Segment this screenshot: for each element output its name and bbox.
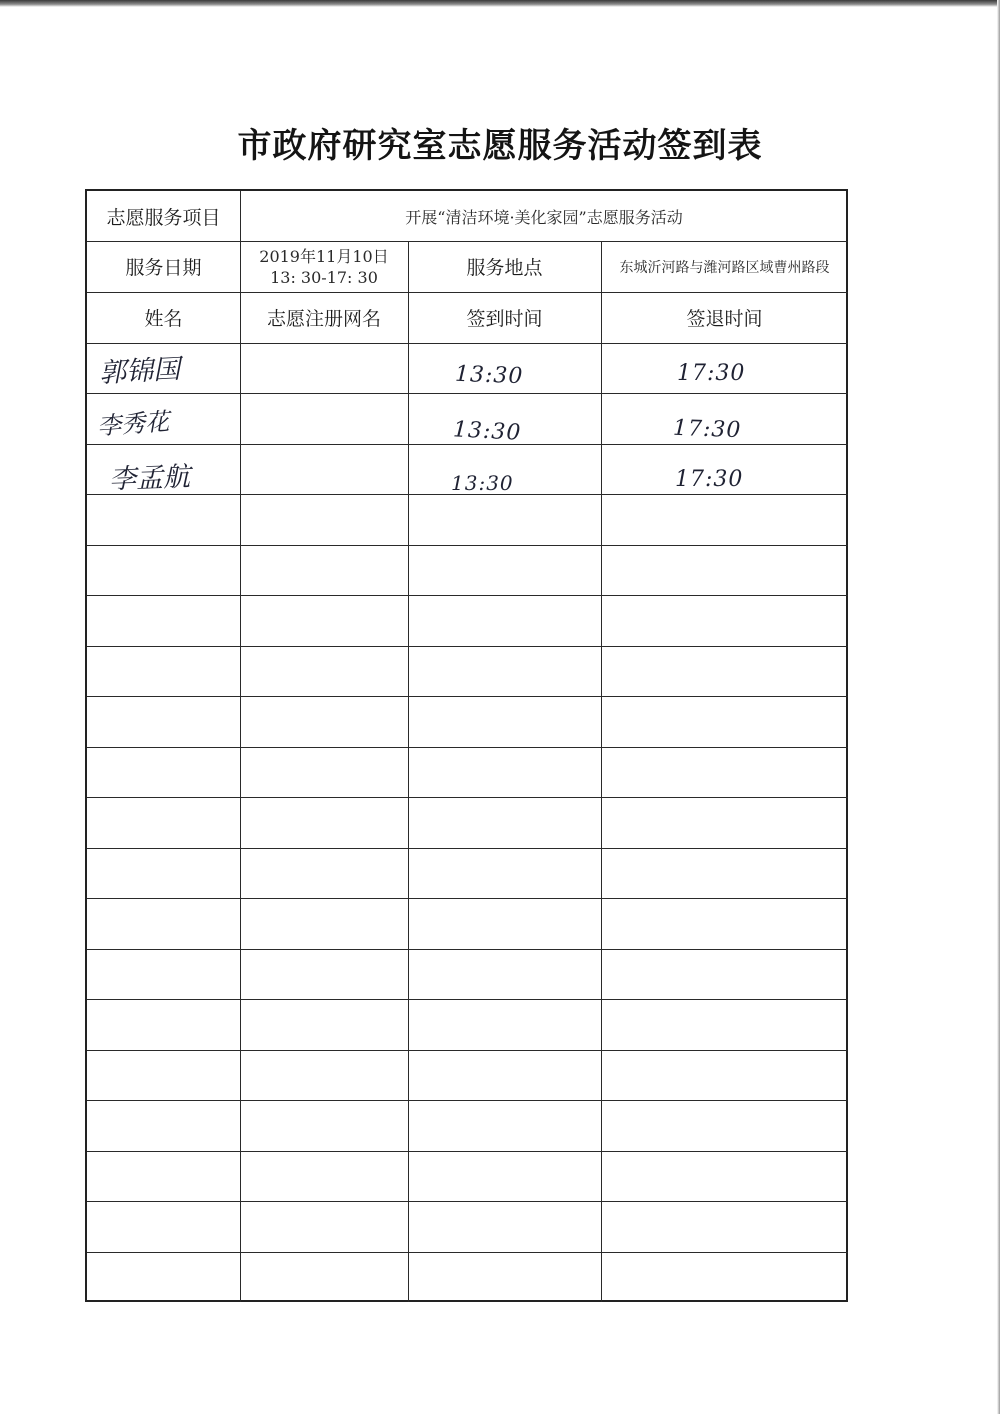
column-header-checkin: 签到时间 bbox=[466, 308, 543, 330]
table-row-divider bbox=[87, 1100, 848, 1101]
column-header-checkout: 签退时间 bbox=[686, 308, 763, 330]
table-row-divider bbox=[87, 1050, 848, 1051]
table-row-divider bbox=[87, 1151, 848, 1152]
table-column-divider bbox=[240, 191, 241, 1302]
sign-in-table bbox=[85, 189, 848, 1302]
table-row-divider bbox=[87, 747, 848, 748]
project-value: 开展“清洁环境·美化家园”志愿服务活动 bbox=[405, 207, 683, 227]
row-1-checkin: 13:30 bbox=[454, 361, 524, 390]
table-row-divider bbox=[87, 343, 848, 344]
table-row-divider bbox=[87, 848, 848, 849]
row-3-checkout: 17:30 bbox=[675, 467, 744, 492]
table-row-divider bbox=[87, 1201, 848, 1202]
table-row-divider bbox=[87, 696, 848, 697]
table-row-divider bbox=[87, 999, 848, 1000]
table-row-divider bbox=[87, 898, 848, 899]
row-2-name: 李秀花 bbox=[96, 407, 171, 441]
table-row-divider bbox=[87, 949, 848, 950]
row-1-name: 郭锦国 bbox=[98, 353, 181, 390]
location-value: 东城沂河路与潍河路区域曹州路段 bbox=[619, 259, 830, 276]
column-header-name: 姓名 bbox=[144, 308, 183, 330]
date-label: 服务日期 bbox=[125, 257, 202, 279]
table-column-divider bbox=[601, 241, 602, 1302]
row-1-checkout: 17:30 bbox=[677, 361, 746, 386]
table-row-divider bbox=[87, 797, 848, 798]
service-date-time: 13: 30-17: 30 bbox=[270, 267, 378, 287]
table-row-divider bbox=[87, 595, 848, 596]
table-row-divider bbox=[87, 545, 848, 546]
table-row-divider bbox=[87, 393, 848, 394]
project-label: 志愿服务项目 bbox=[106, 206, 221, 229]
table-row-divider bbox=[87, 444, 848, 445]
row-2-checkin: 13:30 bbox=[452, 417, 523, 446]
location-label: 服务地点 bbox=[466, 257, 543, 279]
table-row-divider bbox=[87, 1252, 848, 1253]
page-title: 市政府研究室志愿服务活动签到表 bbox=[237, 126, 763, 166]
service-date bbox=[240, 241, 408, 292]
table-column-divider bbox=[408, 241, 409, 1302]
scan-top-edge bbox=[0, 0, 1000, 7]
column-header-alias: 志愿注册网名 bbox=[266, 308, 381, 330]
service-date-day: 2019年11月10日 bbox=[259, 246, 389, 266]
table-row-divider bbox=[87, 646, 848, 647]
row-2-checkout: 17:30 bbox=[672, 415, 742, 444]
row-3-checkin: 13:30 bbox=[451, 471, 514, 495]
row-3-name: 李孟航 bbox=[108, 461, 191, 496]
